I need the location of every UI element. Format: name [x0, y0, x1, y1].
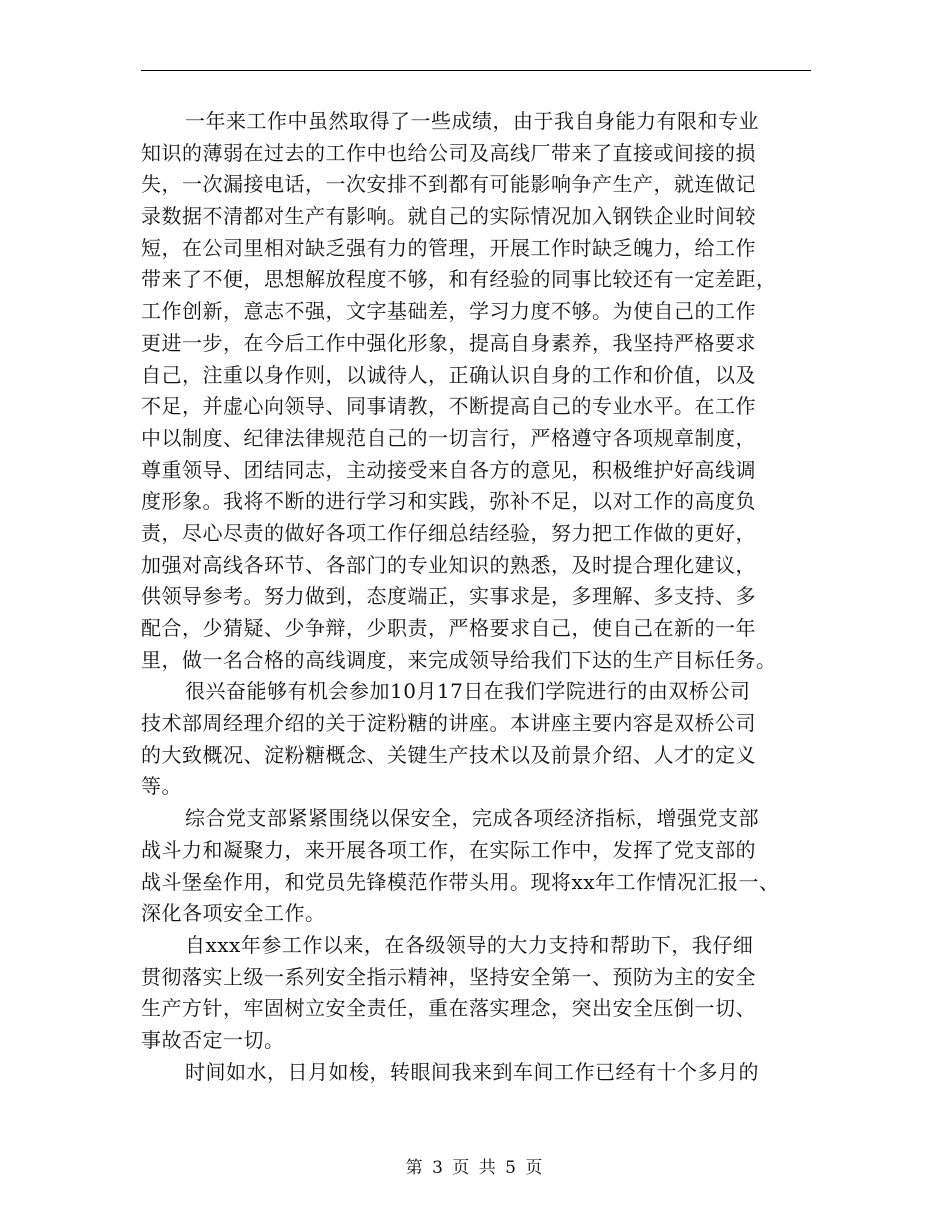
paragraph-line: 很兴奋能够有机会参加10月17日在我们学院进行的由双桥公司: [185, 679, 751, 704]
page-number-footer: 第 3 页 共 5 页: [405, 1158, 545, 1178]
paragraph-line: 时间如水，日月如梭，转眼间我来到车间工作已经有十个多月的: [185, 1059, 759, 1084]
paragraph-line: 度形象。我将不断的进行学习和实践，弥补不足，以对工作的高度负: [141, 489, 756, 514]
paragraph-line: 综合党支部紧紧围绕以保安全，完成各项经济指标，增强党支部: [185, 806, 759, 831]
paragraph-line: 生产方针，牢固树立安全责任，重在落实理念，突出安全压倒一切、: [141, 996, 756, 1021]
paragraph-line: 事故否定一切。: [141, 1027, 285, 1052]
paragraph-line: 自己，注重以身作则，以诚待人，正确认识自身的工作和价值，以及: [141, 362, 756, 387]
paragraph-line: 战斗堡垒作用，和党员先锋模范作带头用。现将xx年工作情况汇报一、: [141, 869, 780, 894]
paragraph-line: 技术部周经理介绍的关于淀粉糖的讲座。本讲座主要内容是双桥公司: [141, 711, 756, 736]
paragraph-line: 中以制度、纪律法律规范自己的一切言行，严格遵守各项规章制度，: [141, 425, 756, 450]
paragraph-line: 供领导参考。努力做到，态度端正，实事求是，多理解、多支持、多: [141, 584, 756, 609]
paragraph-line: 等。: [141, 774, 182, 799]
paragraph-line: 贯彻落实上级一系列安全指示精神，坚持安全第一、预防为主的安全: [141, 964, 756, 989]
paragraph-line: 不足，并虚心向领导、同事请教，不断提高自己的专业水平。在工作: [141, 394, 756, 419]
paragraph-line: 战斗力和凝聚力，来开展各项工作，在实际工作中，发挥了党支部的: [141, 837, 756, 862]
paragraph-line: 失，一次漏接电话，一次安排不到都有可能影响争产生产，就连做记: [141, 172, 756, 197]
paragraph-line: 知识的薄弱在过去的工作中也给公司及高线厂带来了直接或间接的损: [141, 140, 756, 165]
paragraph-line: 录数据不清都对生产有影响。就自己的实际情况加入钢铁企业时间较: [141, 204, 756, 229]
header-rule: [141, 70, 811, 71]
paragraph-line: 尊重领导、团结同志，主动接受来自各方的意见，积极维护好高线调: [141, 457, 756, 482]
paragraph-line: 自xxx年参工作以来，在各级领导的大力支持和帮助下，我仔细: [185, 932, 754, 957]
paragraph-line: 加强对高线各环节、各部门的专业知识的熟悉，及时提合理化建议，: [141, 552, 756, 577]
paragraph-line: 配合，少猜疑、少争辩，少职责，严格要求自己，使自己在新的一年: [141, 616, 756, 640]
paragraph-line: 的大致概况、淀粉糖概念、关键生产技术以及前景介绍、人才的定义: [141, 742, 756, 767]
paragraph-line: 带来了不便，思想解放程度不够，和有经验的同事比较还有一定差距，: [141, 267, 777, 292]
paragraph-line: 里，做一名合格的高线调度，来完成领导给我们下达的生产目标任务。: [141, 647, 777, 672]
paragraph-line: 一年来工作中虽然取得了一些成绩，由于我自身能力有限和专业: [185, 109, 759, 133]
paragraph-line: 深化各项安全工作。: [141, 901, 326, 926]
paragraph-line: 短，在公司里相对缺乏强有力的管理，开展工作时缺乏魄力，给工作: [141, 235, 756, 260]
paragraph-line: 责，尽心尽责的做好各项工作仔细总结经验，努力把工作做的更好，: [141, 520, 756, 545]
paragraph-line: 更进一步，在今后工作中强化形象，提高自身素养，我坚持严格要求: [141, 330, 756, 355]
document-body: [141, 106, 811, 1088]
paragraph-line: 工作创新，意志不强，文字基础差，学习力度不够。为使自己的工作: [141, 299, 756, 324]
